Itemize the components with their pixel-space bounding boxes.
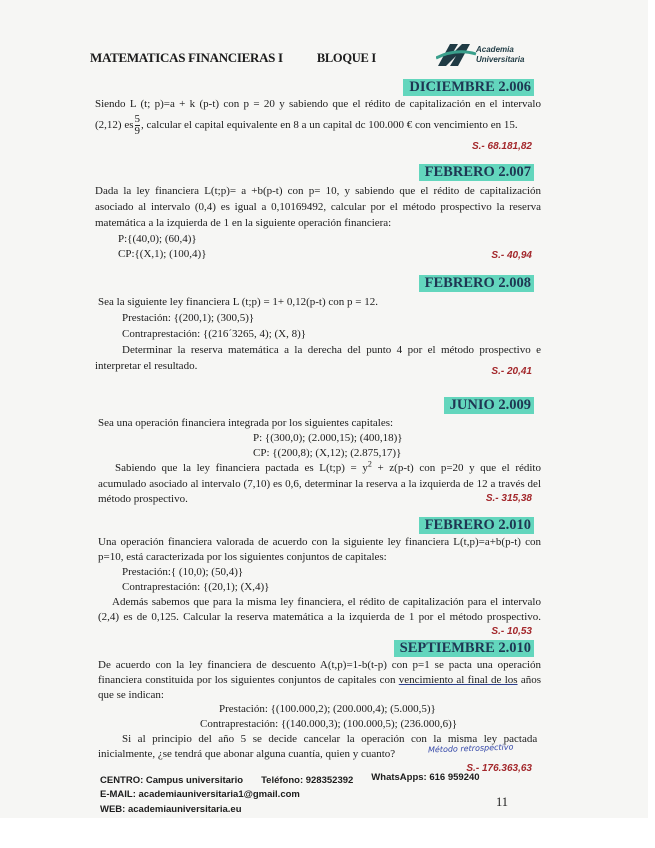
exam-date-heading: DICIEMBRE 2.006 xyxy=(403,79,534,96)
exam-date-heading: FEBRERO 2.008 xyxy=(419,275,534,292)
page-number: 11 xyxy=(496,795,509,809)
svg-text:Universitaria: Universitaria xyxy=(476,55,525,64)
question-text-line: Sea la siguiente ley financiera L (t;p) = 1+ 0,12(p-t) con p = 12. xyxy=(98,296,378,308)
exam-date-heading: FEBRERO 2.010 xyxy=(419,517,534,534)
answer-solution: S.- 20,41 xyxy=(491,366,532,377)
question-text-line: Además sabemos que para la misma ley financiera, el rédito de capitalización para el intervalo xyxy=(112,596,541,608)
academia-logo xyxy=(436,40,548,68)
question-text-line: acumulado asociado al intervalo (7,10) es 0,6, determinar la reserva a la izquierda de 12 a través del xyxy=(98,478,541,490)
denominator: 9 xyxy=(134,125,140,137)
block-label: BLOQUE I xyxy=(316,51,376,65)
text-segment: (2,12) es xyxy=(95,119,134,132)
text-segment: , calcular el capital equivalente en 8 a un capital dc 100.000 € con vencimiento en 15. xyxy=(141,119,518,132)
answer-solution: S.- 10,53 xyxy=(491,626,532,637)
question-text-line: método prospectivo. xyxy=(98,493,188,505)
question-text-line: Si al principio del año 5 se decide cancelar la operación con la misma ley pactada xyxy=(122,733,538,745)
footer-email: E-MAIL: academiauniversitaria1@gmail.com xyxy=(100,789,300,800)
exam-date-heading: SEPTIEMBRE 2.010 xyxy=(394,640,534,657)
question-text-line: Dada la ley financiera L(t;p)= a +b(p-t) con p= 10, y sabiendo que el rédito de capitalización xyxy=(95,185,541,197)
question-text-line: P:{(40,0); (60,4)} xyxy=(118,233,197,245)
question-text-line: CP:{(X,1); (100,4)} xyxy=(118,248,207,260)
question-text-line: De acuerdo con la ley financiera de descuento A(t,p)=1-b(t-p) con p=1 se pacta una operación xyxy=(98,659,541,671)
exam-date-heading: JUNIO 2.009 xyxy=(444,397,534,414)
question-text-line: Sea una operación financiera integrada por los siguientes capitales: xyxy=(98,417,394,429)
question-text-line: que se indican: xyxy=(98,689,164,701)
question-text-line: Contraprestación: {(140.000,3); (100.000,5); (236.000,6)} xyxy=(200,718,458,730)
handwritten-note: Método retrospectivo xyxy=(427,742,514,755)
exam-date-heading: FEBRERO 2.007 xyxy=(419,164,534,181)
underlined-text: vencimiento al final de los xyxy=(398,674,518,686)
footer-centro: CENTRO: Campus universitario xyxy=(100,775,244,786)
text-segment: años xyxy=(517,674,541,686)
question-text-line xyxy=(115,461,541,476)
question-text-line: Prestación:{ (10,0); (50,4)} xyxy=(122,566,244,578)
text-segment: Sabiendo que la ley financiera pactada es L(t;p) = y xyxy=(115,462,368,474)
question-text-line xyxy=(95,114,518,137)
question-text-line: (2,4) es de 0,125. Calcular la reserva matemática a la izquierda de 1 por el método prospectivo. xyxy=(98,611,541,623)
question-text-line: inicialmente, ¿se tendrá que abonar alguna cuantía, quien y cuanto? xyxy=(98,748,396,760)
question-text-line: Contraprestación: {(216´3265, 4); (X, 8)} xyxy=(122,328,307,340)
question-text-line: Una operación financiera valorada de acuerdo con la siguiente ley financiera L(t,p)=a+b(p-t) con xyxy=(98,536,541,548)
page-header xyxy=(90,50,376,66)
footer-web: WEB: academiauniversitaria.eu xyxy=(100,804,242,815)
question-text-line xyxy=(98,673,541,688)
footer-telefono: Teléfono: 928352392 xyxy=(261,775,354,786)
question-text-line: p=10, está caracterizada por los siguientes conjuntos de capitales: xyxy=(98,551,387,563)
text-segment: financiera constituida por los siguientes conjuntos de capitales con xyxy=(98,674,399,686)
question-text-line: CP: {(200,8); (X,12); (2.875,17)} xyxy=(253,447,402,459)
answer-solution: S.- 68.181,82 xyxy=(471,141,532,152)
footer-whatsapp: WhatsApps: 616 959240 xyxy=(371,772,480,783)
numerator: 5 xyxy=(134,113,140,125)
footer-contact-row xyxy=(100,772,480,787)
svg-text:Academia: Academia xyxy=(476,45,514,54)
text-segment: + z(p-t) con p=20 y que el rédito xyxy=(371,462,541,474)
question-text-line: interpretar el resultado. xyxy=(95,360,198,372)
answer-solution: S.- 40,94 xyxy=(491,250,532,261)
question-text-line: P: {(300,0); (2.000,15); (400,18)} xyxy=(253,432,403,444)
question-text-line: Siendo L (t; p)=a + k (p-t) con p = 20 y sabiendo que el rédito de capitalización en el intervalo xyxy=(95,98,541,110)
question-text-line: Determinar la reserva matemática a la derecha del punto 4 por el método prospectivo e xyxy=(122,344,541,356)
question-text-line: Prestación: {(100.000,2); (200.000,4); (5.000,5)} xyxy=(219,703,436,715)
answer-solution: S.- 176.363,63 xyxy=(466,763,532,774)
answer-solution: S.- 315,38 xyxy=(485,493,532,504)
question-text-line: matemática a la izquierda de 1 en la siguiente operación financiera: xyxy=(95,217,392,229)
superscript: 2 xyxy=(367,459,372,469)
fraction xyxy=(135,114,141,137)
question-text-line: asociado al intervalo (0,4) es igual a 0,10169492, calcular por el método prospectivo la reserva xyxy=(95,201,541,213)
question-text-line: Prestación: {(200,1); (300,5)} xyxy=(122,312,255,324)
question-text-line: Contraprestación: {(20,1); (X,4)} xyxy=(122,581,270,593)
document-title: MATEMATICAS FINANCIERAS I xyxy=(90,50,283,65)
